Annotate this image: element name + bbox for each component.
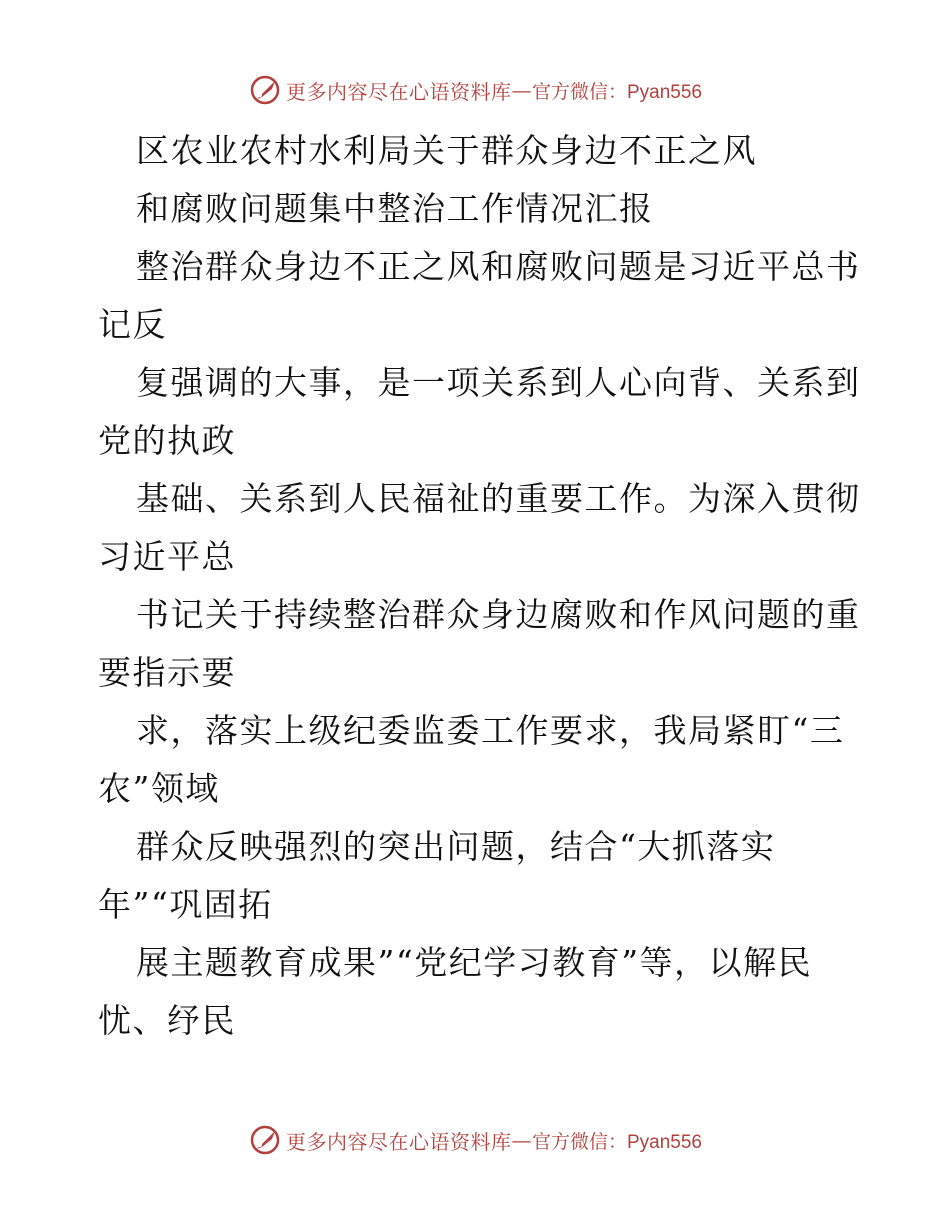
quill-pen-seal-icon	[248, 73, 282, 107]
doc-line: 群众反映强烈的突出问题，结合“大抓落实	[136, 827, 776, 866]
banner-dash: —	[511, 78, 532, 102]
footer-banner	[0, 1118, 950, 1162]
doc-line: 习近平总	[98, 537, 236, 576]
doc-line: 基础、关系到人民福祉的重要工作。为深入贯彻	[136, 479, 861, 518]
doc-line: 忧、纾民	[98, 1001, 236, 1040]
doc-line: 年”“巩固拓	[98, 885, 273, 924]
banner-contact: 官方微信：Pyan556	[531, 1131, 702, 1153]
doc-line: 书记关于持续整治群众身边腐败和作风问题的重	[136, 595, 861, 634]
doc-line: 党的执政	[98, 421, 236, 460]
banner-brand: 更多内容尽在心语资料库	[285, 1129, 512, 1154]
banner-dash: —	[511, 1128, 532, 1152]
doc-line: 要指示要	[98, 653, 236, 692]
doc-line: 区农业农村水利局关于群众身边不正之风	[136, 131, 757, 170]
doc-line: 农”领域	[98, 769, 220, 808]
quill-pen-seal-icon	[248, 1123, 282, 1157]
header-banner	[0, 68, 950, 112]
banner-brand: 更多内容尽在心语资料库	[285, 79, 512, 104]
doc-line: 展主题教育成果”“党纪学习教育”等，以解民	[136, 943, 813, 982]
doc-line: 复强调的大事，是一项关系到人心向背、关系到	[136, 363, 861, 402]
banner-contact: 官方微信：Pyan556	[531, 81, 702, 103]
doc-line: 和腐败问题集中整治工作情况汇报	[136, 189, 654, 228]
doc-line: 求，落实上级纪委监委工作要求，我局紧盯“三	[136, 711, 845, 750]
doc-line: 记反	[98, 305, 167, 344]
doc-line: 整治群众身边不正之风和腐败问题是习近平总书	[136, 247, 861, 286]
document-body	[98, 122, 861, 1050]
